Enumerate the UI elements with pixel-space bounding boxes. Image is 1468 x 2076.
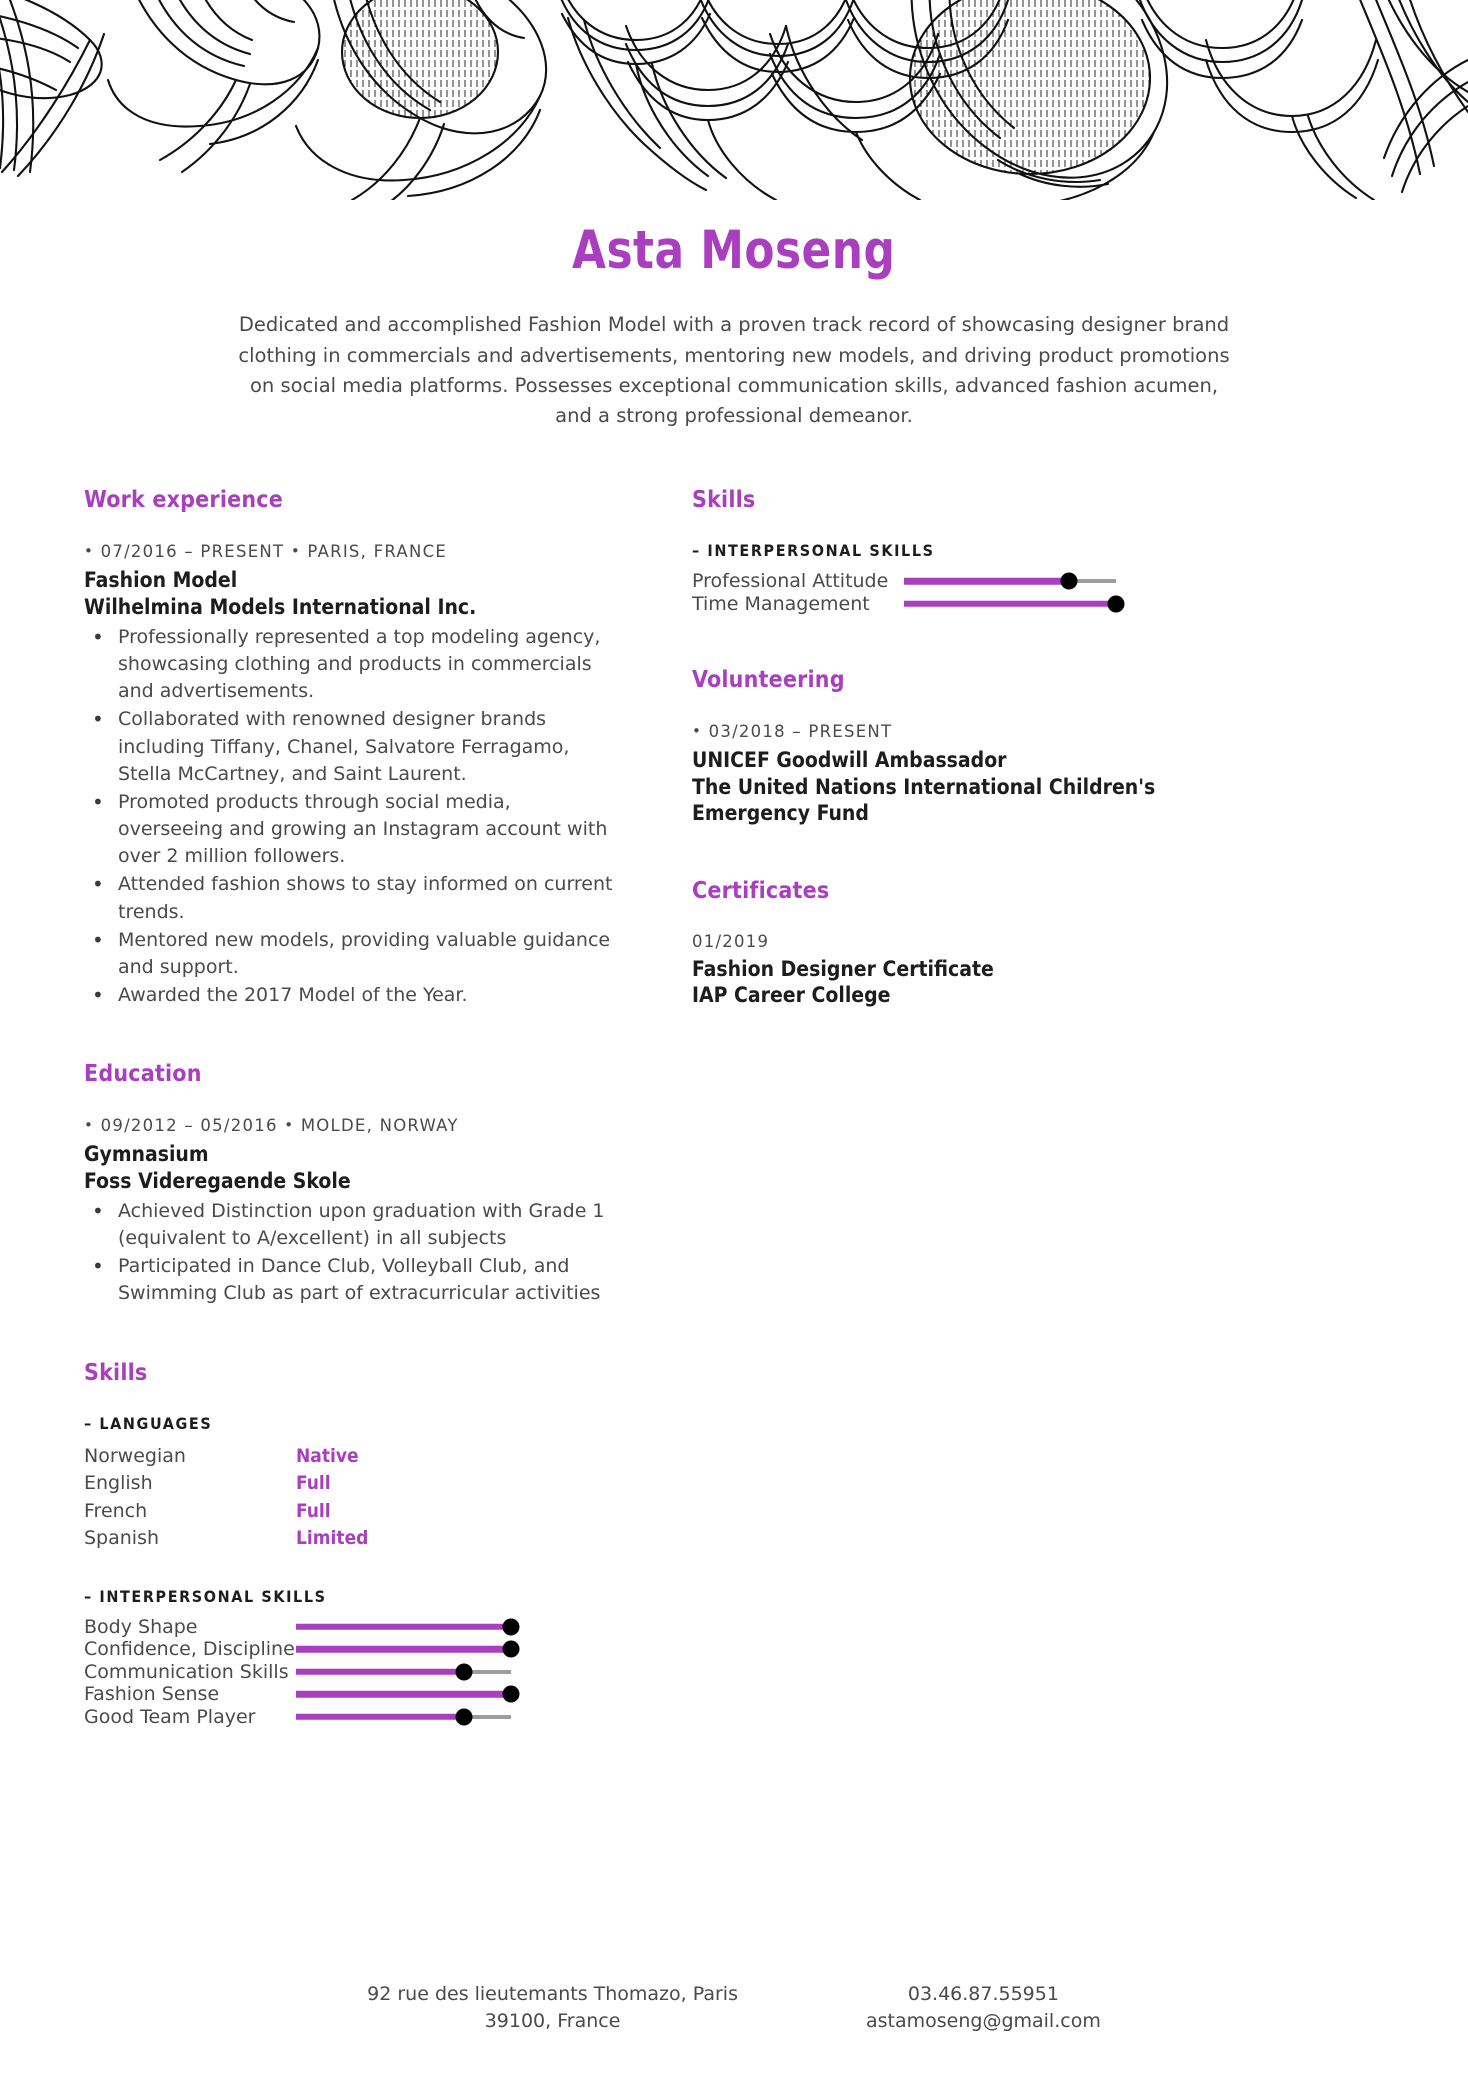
- language-level: Full: [296, 1472, 331, 1495]
- bullet-dot-icon: •: [290, 542, 301, 561]
- language-row: [84, 1443, 614, 1471]
- skill-rating-fill: [296, 1691, 511, 1698]
- name-header: [0, 222, 1468, 280]
- footer-phone: 03.46.87.55951: [907, 1982, 1059, 2005]
- list-item: • Professionally represented a top modeling agency, showcasing clothing and products in commercials and advertisements.: [84, 624, 614, 705]
- certificate-date: 01/2019: [692, 932, 770, 952]
- skill-group-languages: [84, 1414, 614, 1553]
- skill-rating-fill: [296, 1714, 464, 1721]
- skill-rating-bar: [296, 1616, 511, 1638]
- skill-rating-fill: [904, 601, 1116, 608]
- footer-address: [367, 1981, 738, 2036]
- language-level: Limited: [296, 1527, 369, 1550]
- section-title-work-experience: Work experience: [84, 487, 283, 514]
- footer-email[interactable]: astamoseng@gmail.com: [865, 2010, 1101, 2033]
- skill-rating-fill: [296, 1624, 511, 1631]
- bullet-dot-icon: •: [84, 542, 95, 561]
- header-decorative-artwork: [0, 0, 1468, 200]
- subheading-interpersonal-right: – INTERPERSONAL SKILLS: [692, 541, 935, 561]
- work-entry-role: Fashion Model: [84, 568, 238, 593]
- skill-rating-row: [84, 1683, 614, 1706]
- education-entry-school: Foss Videregaende Skole: [84, 1168, 351, 1193]
- skill-rating-row: [84, 1616, 614, 1639]
- section-title-volunteering: Volunteering: [692, 667, 845, 694]
- skill-rating-knob: [455, 1663, 472, 1680]
- candidate-name: Asta Moseng: [572, 220, 896, 281]
- scallop-line-art-icon: [0, 0, 1468, 200]
- skill-rating-row: [84, 1638, 614, 1661]
- work-entry-location: PARIS, FRANCE: [307, 542, 448, 562]
- volunteering-entry: [692, 721, 1224, 826]
- language-row: [84, 1470, 614, 1498]
- education-entry-bullets: [84, 1198, 614, 1308]
- subheading-interpersonal-left: – INTERPERSONAL SKILLS: [84, 1586, 327, 1606]
- skill-group-interpersonal-right: [692, 541, 1224, 615]
- volunteering-entry-organization: The United Nations International Children's Emergency Fund: [692, 774, 1156, 825]
- list-item: • Collaborated with renowned designer brands including Tiffany, Chanel, Salvatore Ferragamo, Stella McCartney, and Saint Laurent.: [84, 706, 614, 787]
- skill-name: Time Management: [692, 592, 870, 615]
- education-entry-dates: 09/2012 – 05/2016: [100, 1116, 278, 1136]
- list-item: • Awarded the 2017 Model of the Year.: [84, 982, 614, 1009]
- work-entry-dates: 07/2016 – PRESENT: [100, 542, 285, 562]
- skill-rating-knob: [503, 1618, 520, 1635]
- certificate-entry: [692, 932, 1224, 1009]
- skill-rating-row: [692, 570, 1224, 593]
- skill-name: Good Team Player: [84, 1705, 256, 1728]
- section-certificates: [692, 878, 1224, 1009]
- footer-address-line2: 39100, France: [484, 2010, 621, 2033]
- skill-rating-knob: [455, 1708, 472, 1725]
- skill-name: Body Shape: [84, 1615, 198, 1638]
- list-item: • Promoted products through social media, overseeing and growing an Instagram account with over 2 million followers.: [84, 789, 614, 870]
- work-entry-meta: [84, 541, 614, 563]
- section-title-education: Education: [84, 1061, 202, 1088]
- professional-summary: Dedicated and accomplished Fashion Model with a proven track record of showcasing designer brand clothing in commercials and advertisements, mentoring new models, and driving product promotions on social media platforms. Possesses exceptional communication skills, advanced fashion acumen, and a strong professional demeanor.: [238, 313, 1230, 427]
- skill-rating-bar: [296, 1661, 511, 1683]
- section-skills-left: [84, 1360, 614, 1729]
- skill-rating-bar: [904, 593, 1116, 615]
- section-education: [84, 1061, 614, 1307]
- work-entry-organization: Wilhelmina Models International Inc.: [84, 594, 477, 619]
- footer-address-line1: 92 rue des lieutemants Thomazo, Paris: [367, 1982, 738, 2005]
- section-title-skills-right: Skills: [692, 487, 756, 514]
- certificate-name: Fashion Designer Certificate: [692, 957, 994, 982]
- language-name: Spanish: [84, 1527, 160, 1550]
- skill-rating-bar: [296, 1683, 511, 1705]
- volunteering-entry-dates: 03/2018 – PRESENT: [708, 722, 893, 742]
- education-entry-location: MOLDE, NORWAY: [300, 1116, 459, 1136]
- skill-rating-row: [84, 1661, 614, 1684]
- footer-contact: [0, 1981, 1468, 2036]
- section-work-experience: [84, 487, 614, 1009]
- skill-name: Professional Attitude: [692, 570, 889, 593]
- certificate-issuer: IAP Career College: [692, 983, 891, 1008]
- language-name: Norwegian: [84, 1444, 186, 1467]
- work-entry: [84, 541, 614, 1009]
- bullet-dot-icon: •: [692, 722, 703, 741]
- language-level: Native: [296, 1444, 359, 1467]
- list-item: • Achieved Distinction upon graduation with Grade 1 (equivalent to A/excellent) in all subjects: [84, 1198, 614, 1252]
- skill-group-interpersonal-left: [84, 1587, 614, 1729]
- section-skills-right: [692, 487, 1224, 615]
- list-item: • Mentored new models, providing valuable guidance and support.: [84, 927, 614, 981]
- list-item: • Participated in Dance Club, Volleyball Club, and Swimming Club as part of extracurricular activities: [84, 1253, 614, 1307]
- education-entry-meta: [84, 1115, 614, 1137]
- right-column: [692, 487, 1224, 1009]
- skill-rating-row: [84, 1706, 614, 1729]
- work-entry-bullets: [84, 624, 614, 1009]
- education-entry: [84, 1115, 614, 1307]
- resume-body: [0, 487, 1468, 1728]
- skill-name: Communication Skills: [84, 1660, 289, 1683]
- language-name: French: [84, 1499, 148, 1522]
- volunteering-entry-meta: [692, 721, 1224, 743]
- skill-name: Fashion Sense: [84, 1683, 220, 1706]
- footer-contact-details: [866, 1981, 1101, 2036]
- skill-rating-knob: [503, 1686, 520, 1703]
- language-row: [84, 1525, 614, 1553]
- skill-rating-fill: [904, 578, 1069, 585]
- skill-rating-knob: [503, 1641, 520, 1658]
- section-volunteering: [692, 667, 1224, 826]
- section-title-skills-left: Skills: [84, 1359, 148, 1386]
- subheading-languages: – LANGUAGES: [84, 1413, 213, 1433]
- skill-rating-row: [692, 593, 1224, 616]
- volunteering-entry-role: UNICEF Goodwill Ambassador: [692, 748, 1007, 773]
- language-row: [84, 1498, 614, 1526]
- left-column: [84, 487, 614, 1728]
- list-item: • Attended fashion shows to stay informed on current trends.: [84, 871, 614, 925]
- skill-rating-knob: [1061, 573, 1078, 590]
- skill-rating-bar: [904, 570, 1116, 592]
- skill-rating-fill: [296, 1646, 511, 1653]
- bullet-dot-icon: •: [284, 1116, 295, 1135]
- skill-rating-knob: [1108, 595, 1125, 612]
- skill-rating-bar: [296, 1706, 511, 1728]
- section-title-certificates: Certificates: [692, 878, 830, 905]
- skill-name: Confidence, Discipline: [84, 1638, 295, 1661]
- bullet-dot-icon: •: [84, 1116, 95, 1135]
- language-level: Full: [296, 1499, 331, 1522]
- education-entry-degree: Gymnasium: [84, 1142, 209, 1167]
- language-name: English: [84, 1472, 153, 1495]
- skill-rating-fill: [296, 1669, 464, 1676]
- skill-rating-bar: [296, 1638, 511, 1660]
